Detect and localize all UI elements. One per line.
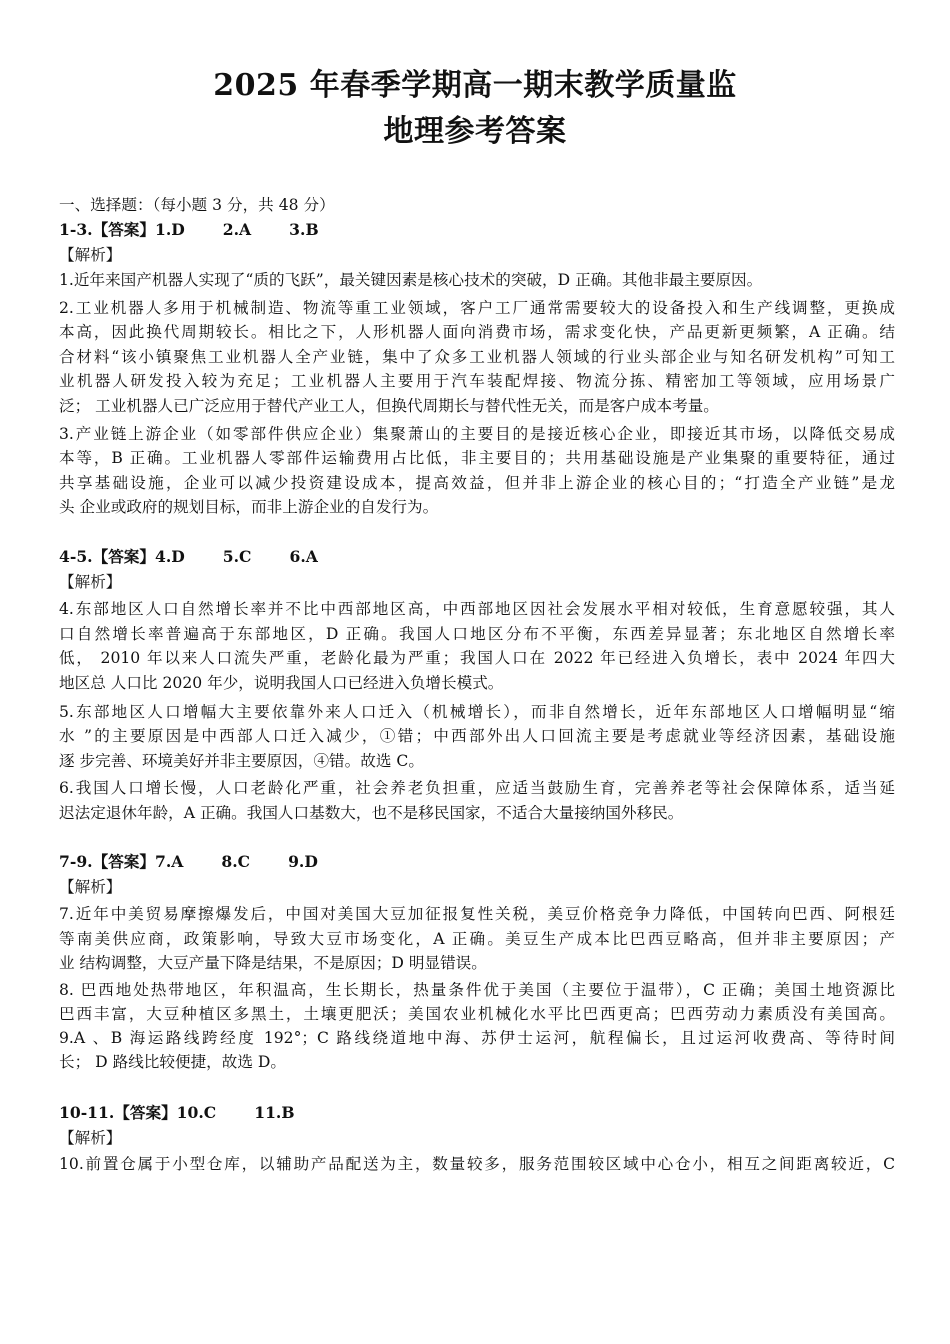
answer-item: 6.A [289,547,318,566]
explanation-paragraph: 口自然增长率普遍高于东部地区，D 正确。我国人口地区分布不平衡，东西差异显著；东北地区自然增长率 [59,625,895,643]
answer-label: 10-11.【答案】10.C [59,1103,217,1122]
section-heading: 一、选择题：（每小题 3 分，共 48 分） [59,196,335,214]
explanation-paragraph: 业 结构调整，大豆产量下降是结果，不是原因；D 明显错误。 [59,954,487,972]
answer-item: 9.D [288,852,318,871]
answer-item: 3.B [289,220,319,239]
explanation-label: 【解析】 [59,573,122,591]
explanation-paragraph: 7.近年中美贸易摩擦爆发后，中国对美国大豆加征报复性关税，美豆价格竞争力降低，中国转向巴西、阿根廷 [59,905,895,923]
explanation-paragraph: 水 ”的主要原因是中西部人口迁入减少，①错；中西部外出人口回流主要是考虑就业等经济因素，基础设施 [59,727,895,745]
explanation-paragraph: 10.前置仓属于小型仓库，以辅助产品配送为主，数量较多，服务范围较区域中心仓小，相互之间距离较近，C [59,1155,895,1173]
explanation-paragraph: 业机器人研发投入较为充足；工业机器人主要用于汽车装配焊接、物流分拣、精密加工等领域，应用场景广 [59,372,895,390]
document-title: 2025 年春季学期高一期末教学质量监 [213,68,737,103]
explanation-paragraph: 逐 步完善、环境美好并非主要原因，④错。故选 C。 [59,752,424,770]
explanation-paragraph: 低， 2010 年以来人口流失严重，老龄化最为严重；我国人口在 2022 年已经进入负增长，表中 2024 年四大 [59,649,895,667]
answer-item: 8.C [221,852,251,871]
explanation-paragraph: 5.东部地区人口增幅大主要依靠外来人口迁入（机械增长），而非自然增长，近年东部地区人口增幅明显“缩 [59,703,895,721]
explanation-paragraph: 6.我国人口增长慢，人口老龄化严重，社会养老负担重，应适当鼓励生育，完善养老等社会保障体系，适当延 [59,779,895,797]
explanation-label: 【解析】 [59,878,122,896]
answer-label: 7-9.【答案】7.A [59,852,184,871]
answer-item: 5.C [222,547,252,566]
explanation-paragraph: 9.A 、B 海运路线跨经度 192°；C 路线绕道地中海、苏伊士运河，航程偏长，且过运河收费高、等待时间 [59,1029,895,1047]
answer-label: 4-5.【答案】4.D [59,547,185,566]
explanation-paragraph: 1.近年来国产机器人实现了“质的飞跃”，最关键因素是核心技术的突破，D 正确。其他非最主要原因。 [59,271,763,289]
answer-row-1-3 [59,218,895,242]
explanation-label: 【解析】 [59,1129,122,1147]
answer-row-10-11 [59,1101,895,1125]
answer-label: 1-3.【答案】1.D [59,220,185,239]
answer-row-4-6 [59,545,895,569]
answer-item: 11.B [254,1103,295,1122]
explanation-label: 【解析】 [59,246,122,264]
explanation-paragraph: 共享基础设施，企业可以减少投资建设成本，提高效益，但并非上游企业的核心目的；“打造全产业链”是龙 [59,474,895,492]
explanation-paragraph: 本等，B 正确。工业机器人零部件运输费用占比低，非主要目的；共用基础设施是产业集聚的重要特征，通过 [59,449,895,467]
answer-item: 2.A [222,220,252,239]
explanation-paragraph: 迟法定退休年龄，A 正确。我国人口基数大，也不是移民国家，不适合大量接纳国外移民。 [59,804,684,822]
explanation-paragraph: 本高，因此换代周期较长。相比之下，人形机器人面向消费市场，需求变化快，产品更新更频繁，A 正确。结 [59,323,895,341]
explanation-paragraph: 2.工业机器人多用于机械制造、物流等重工业领域，客户工厂通常需要较大的设备投入和生产线调整，更换成 [59,299,895,317]
explanation-paragraph: 3.产业链上游企业（如零部件供应企业）集聚萧山的主要目的是接近核心企业，即接近其市场，以降低交易成 [59,425,895,443]
explanation-paragraph: 等南美供应商，政策影响，导致大豆市场变化，A 正确。美豆生产成本比巴西豆略高，但并非主要原因；产 [59,930,895,948]
answer-row-7-9 [59,850,895,874]
explanation-paragraph: 头 企业或政府的规划目标，而非上游企业的自发行为。 [59,498,439,516]
explanation-paragraph: 泛； 工业机器人已广泛应用于替代产业工人，但换代周期长与替代性无关，而是客户成本考量。 [59,397,719,415]
explanation-paragraph: 巴西丰富，大豆种植区多黑土，土壤更肥沃；美国农业机械化水平比巴西更高；巴西劳动力素质没有美国高。 [59,1005,895,1023]
explanation-paragraph: 合材料“该小镇聚焦工业机器人全产业链，集中了众多工业机器人领域的行业头部企业与知名研发机构”可知工 [59,348,895,366]
document-subtitle: 地理参考答案 [383,114,567,149]
explanation-paragraph: 8. 巴西地处热带地区，年积温高，生长期长，热量条件优于美国（主要位于温带），C 正确；美国土地资源比 [59,981,895,999]
explanation-paragraph: 长； D 路线比较便捷，故选 D。 [59,1053,287,1071]
explanation-paragraph: 4.东部地区人口自然增长率并不比中西部地区高，中西部地区因社会发展水平相对较低，生育意愿较强，其人 [59,600,895,618]
explanation-paragraph: 地区总 人口比 2020 年少，说明我国人口已经进入负增长模式。 [59,674,504,692]
